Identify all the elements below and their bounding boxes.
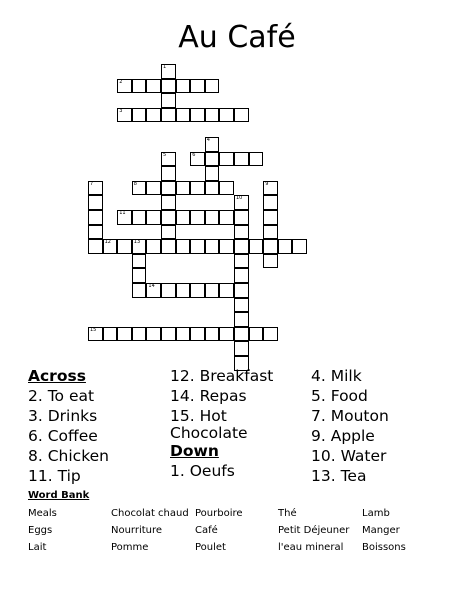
grid-cell: [117, 239, 132, 254]
word-bank-label: Word Bank: [28, 490, 90, 501]
grid-cell: [278, 239, 293, 254]
grid-cell: [190, 239, 205, 254]
grid-cell: [161, 327, 176, 342]
clue: 11. Tip: [28, 467, 81, 485]
grid-cell: [88, 225, 103, 240]
across-heading: Across: [28, 367, 86, 385]
grid-cell: [190, 79, 205, 94]
grid-cell: [161, 64, 176, 79]
grid-cell: [234, 341, 249, 356]
grid-cell: [219, 108, 234, 123]
grid-cell: [234, 152, 249, 167]
grid-cell: [190, 181, 205, 196]
grid-cell: [146, 79, 161, 94]
grid-cell: [234, 210, 249, 225]
clue-number: 9: [265, 180, 269, 187]
grid-cell: [161, 181, 176, 196]
grid-cell: [234, 108, 249, 123]
clue-number: 4: [206, 137, 210, 143]
grid-cell: [205, 283, 220, 298]
clue: 4. Milk: [311, 367, 362, 385]
grid-cell: [88, 327, 103, 342]
grid-cell: [161, 225, 176, 240]
word-bank-item: Meals: [28, 508, 57, 519]
grid-cell: [117, 327, 132, 342]
down-clues-column-3: [311, 366, 389, 486]
grid-cell: [132, 181, 147, 196]
grid-cell: [234, 225, 249, 240]
grid-cell: [219, 239, 234, 254]
grid-cell: [263, 181, 278, 196]
across-clues-column-1: [28, 366, 109, 486]
word-bank-item: Thé: [278, 508, 297, 519]
grid-cell: [190, 283, 205, 298]
clue: 6. Coffee: [28, 427, 98, 445]
grid-cell: [190, 152, 205, 167]
grid-cell: [205, 79, 220, 94]
clue-number: 5: [163, 151, 167, 158]
grid-cell: [234, 268, 249, 283]
grid-cell: [219, 181, 234, 196]
grid-cell: [146, 327, 161, 342]
clue-number: 11: [119, 210, 126, 216]
clue: 1. Oeufs: [170, 462, 235, 480]
grid-cell: [234, 298, 249, 313]
clue-number: 15: [90, 326, 97, 333]
grid-cell: [88, 210, 103, 225]
word-bank-item: Pomme: [111, 542, 149, 553]
grid-cell: [132, 283, 147, 298]
grid-cell: [161, 210, 176, 225]
grid-cell: [161, 108, 176, 123]
clue: 10. Water: [311, 447, 387, 465]
grid-cell: [205, 108, 220, 123]
clue-number: 3: [119, 107, 123, 114]
grid-cell: [249, 152, 264, 167]
down-heading: Down: [170, 442, 219, 460]
clues-column-2: [170, 366, 273, 481]
grid-cell: [205, 210, 220, 225]
word-bank-item: Boissons: [362, 542, 406, 553]
grid-cell: [176, 210, 191, 225]
grid-cell: [205, 137, 220, 152]
clue: 7. Mouton: [311, 407, 389, 425]
grid-cell: [234, 254, 249, 269]
clue-number: 14: [148, 283, 155, 289]
grid-cell: [146, 283, 161, 298]
grid-cell: [88, 239, 103, 254]
grid-cell: [205, 181, 220, 196]
grid-cell: [103, 327, 118, 342]
word-bank-item: Eggs: [28, 525, 53, 536]
grid-cell: [103, 239, 118, 254]
grid-cell: [146, 181, 161, 196]
clue-number: 6: [192, 151, 196, 158]
grid-cell: [190, 210, 205, 225]
word-bank-item: Lait: [28, 542, 47, 553]
grid-cell: [161, 79, 176, 94]
grid-cell: [146, 210, 161, 225]
word-bank-item: Chocolat chaud: [111, 508, 189, 519]
grid-cell: [176, 239, 191, 254]
word-bank-item: Lamb: [362, 508, 390, 519]
grid-cell: [263, 225, 278, 240]
grid-cell: [161, 283, 176, 298]
grid-cell: [146, 239, 161, 254]
clue-number: 8: [133, 180, 137, 187]
grid-cell: [132, 268, 147, 283]
grid-cell: [205, 327, 220, 342]
grid-cell: [161, 152, 176, 167]
clue: 9. Apple: [311, 427, 375, 445]
clue-number: 13: [133, 239, 141, 246]
grid-cell: [117, 108, 132, 123]
grid-cell: [176, 108, 191, 123]
grid-cell: [234, 283, 249, 298]
grid-cell: [219, 327, 234, 342]
clue: 14. Repas: [170, 387, 247, 405]
grid-cell: [132, 254, 147, 269]
grid-cell: [205, 166, 220, 181]
grid-cell: [117, 210, 132, 225]
grid-cell: [146, 108, 161, 123]
grid-cell: [132, 108, 147, 123]
word-bank-item: Nourriture: [111, 525, 163, 536]
grid-cell: [234, 327, 249, 342]
clue: 8. Chicken: [28, 447, 109, 465]
grid-cell: [132, 327, 147, 342]
grid-cell: [161, 239, 176, 254]
grid-cell: [219, 152, 234, 167]
clue-continuation: Chocolate: [170, 424, 248, 442]
grid-cell: [234, 239, 249, 254]
grid-cell: [132, 239, 147, 254]
grid-cell: [249, 239, 264, 254]
grid-cell: [176, 181, 191, 196]
grid-cell: [292, 239, 307, 254]
grid-cell: [234, 195, 249, 210]
clue: 13. Tea: [311, 467, 367, 485]
word-bank: [0, 488, 474, 608]
word-bank-item: Manger: [362, 525, 400, 536]
grid-cell: [117, 79, 132, 94]
grid-cell: [205, 152, 220, 167]
grid-cell: [161, 93, 176, 108]
grid-cell: [263, 239, 278, 254]
clue-number: 2: [119, 78, 123, 85]
grid-cell: [190, 327, 205, 342]
clue: 3. Drinks: [28, 407, 98, 425]
grid-cell: [88, 181, 103, 196]
puzzle-title: Au Café: [178, 20, 296, 55]
word-bank-item: Café: [195, 525, 218, 536]
grid-cell: [161, 166, 176, 181]
grid-cell: [176, 327, 191, 342]
clue: 15. Hot: [170, 407, 227, 425]
clue-number: 10: [236, 195, 243, 202]
grid-cell: [176, 283, 191, 298]
clue-number: 1: [163, 64, 167, 70]
word-bank-item: Pourboire: [195, 508, 243, 519]
grid-cell: [263, 210, 278, 225]
grid-cell: [88, 195, 103, 210]
word-bank-item: l'eau mineral: [278, 542, 344, 553]
clue: 2. To eat: [28, 387, 95, 405]
word-bank-item: Petit Déjeuner: [278, 525, 350, 536]
grid-cell: [205, 239, 220, 254]
grid-cell: [249, 327, 264, 342]
grid-cell: [190, 108, 205, 123]
clue: 5. Food: [311, 387, 368, 405]
grid-cell: [161, 195, 176, 210]
grid-cell: [263, 254, 278, 269]
grid-cell: [234, 312, 249, 327]
grid-cell: [263, 327, 278, 342]
clue-number: 7: [90, 180, 94, 187]
grid-cell: [219, 210, 234, 225]
word-bank-item: Poulet: [195, 542, 226, 553]
grid-cell: [219, 283, 234, 298]
clue-number: 12: [104, 239, 111, 246]
grid-cell: [176, 79, 191, 94]
clue: 12. Breakfast: [170, 367, 274, 385]
grid-cell: [132, 79, 147, 94]
grid-cell: [263, 195, 278, 210]
grid-cell: [132, 210, 147, 225]
